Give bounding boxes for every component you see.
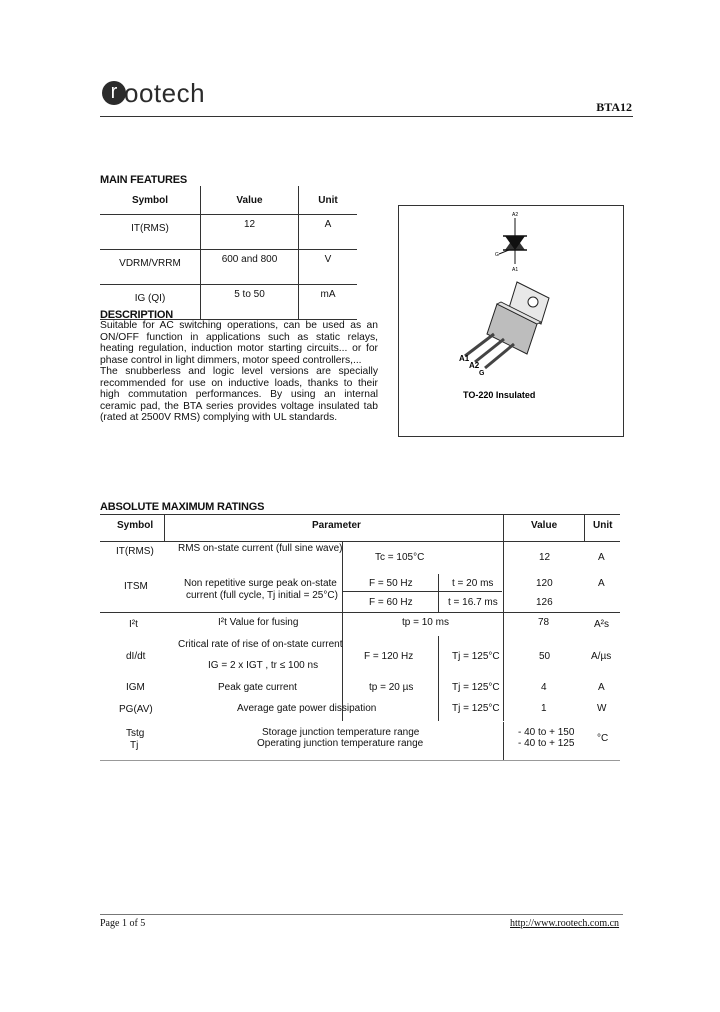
value-cell: 126 [536,597,553,608]
value-cell: - 40 to + 125 [518,738,575,749]
pin-a1-label: A1 [459,354,470,363]
col-unit: Unit [593,520,613,531]
symbol-a1-label: A1 [512,267,519,273]
value-cell: 4 [541,682,547,693]
ratings-col-divider [164,514,165,542]
unit-cell: V [299,250,358,285]
symbol-cell: IT(RMS) [116,546,154,557]
unit-cell: mA [299,285,358,320]
unit-cell: A/µs [591,651,612,662]
ratings-top-rule [100,514,620,515]
col-symbol: Symbol [100,186,201,215]
value-cell: 12 [201,215,299,250]
ratings-col-divider [584,514,585,542]
cond-cell: F = 50 Hz [369,578,413,589]
unit-cell: A [598,682,605,693]
ratings-header-rule [100,541,620,542]
param-cell: Average gate power dissipation [237,703,377,714]
col-unit: Unit [299,186,358,215]
col-value: Value [201,186,299,215]
page-number: Page 1 of 5 [100,918,146,929]
col-value: Value [531,520,558,531]
symbol-cell: VDRM/VRRM [100,250,201,285]
unit-cell: W [597,703,607,714]
logo-initial: r [102,81,126,105]
unit-cell: A [598,578,605,589]
value-cell: 5 to 50 [201,285,299,320]
cond-cell: tp = 20 µs [369,682,414,693]
col-parameter: Parameter [312,520,361,531]
company-logo [102,78,222,112]
symbol-cell: IT(RMS) [100,215,201,250]
cond-cell: Tc = 105°C [375,552,425,563]
symbol-cell: IG (QI) [100,285,201,320]
description-text [100,320,378,424]
ratings-bottom-rule [100,760,620,761]
unit-cell: A [299,215,358,250]
part-number: BTA12 [596,100,632,114]
table-row [100,250,357,285]
symbol-cell: Tj [130,740,139,751]
ratings-subrow-rule [342,591,502,592]
value-cell: - 40 to + 150 [518,727,575,738]
param-cell: current (full cycle, Tj initial = 25°C) [186,590,338,601]
package-illustration [399,206,623,436]
package-caption: TO-220 Insulated [463,390,536,400]
ratings-col-divider [503,514,504,542]
ratings-value-divider [503,541,504,721]
ratings-row-rule [100,612,620,613]
cond-cell: F = 60 Hz [369,597,413,608]
footer-link[interactable]: http://www.rootech.com.cn [510,918,620,929]
cond-cell: t = 16.7 ms [448,597,498,608]
symbol-cell: Tstg [126,728,145,739]
value-cell: 12 [539,552,551,563]
ratings-cond-divider [342,541,343,721]
unit-cell: °C [597,733,609,744]
pin-a2-label: A2 [469,361,480,370]
value-cell: 50 [539,651,551,662]
symbol-cell: ITSM [124,581,148,592]
table-row [100,215,357,250]
param-cell: Peak gate current [218,682,297,693]
description-paragraph: Suitable for AC switching operations, can be used as an ON/OFF function in applications such as static relays, heating regulation, induction motor starting circuits... or for phase control in light dimmers, motor speed controllers,... [100,320,378,366]
header-divider [100,116,633,117]
logo-text: ootech [124,78,206,108]
cond-cell: Tj = 125°C [452,682,500,693]
param-cell: Operating junction temperature range [257,738,424,749]
cond-cell: Tj = 125°C [452,703,500,714]
param-cell: Non repetitive surge peak on-state [184,578,337,589]
pin-g-label: G [479,370,485,377]
description-paragraph: The snubberless and logic level versions are specially recommended for use on inductive loads, thanks to their high commutation performances. By using an internal ceramic pad, the BTA series provides voltage insulated tab (rated at 2500V RMS) complying with UL standards. [100,366,378,423]
triac-symbol-icon [495,212,527,273]
unit-cell: A [598,552,605,563]
param-cell: I²t Value for fusing [218,617,299,628]
value-cell: 78 [538,617,550,628]
unit-cell: A²s [594,619,609,630]
symbol-cell: PG(AV) [119,704,153,715]
value-cell: 120 [536,578,553,589]
cond-cell: F = 120 Hz [364,651,414,662]
symbol-g-label: G [495,252,499,258]
main-features-table [100,186,357,320]
cond-cell: t = 20 ms [452,578,494,589]
cond-cell: tp = 10 ms [402,617,449,628]
footer-divider [100,914,623,915]
param-cell: RMS on-state current (full sine wave) [178,543,343,554]
value-cell: 600 and 800 [201,250,299,285]
description-title: DESCRIPTION [100,309,173,321]
param-cell: Storage junction temperature range [262,727,420,738]
symbol-a2-label: A2 [512,212,519,218]
to220-package-icon [465,282,549,368]
param-cell: IG = 2 x IGT , tr ≤ 100 ns [208,660,319,671]
ratings-cond-divider [438,574,439,612]
package-figure [398,205,624,437]
main-features-title: MAIN FEATURES [100,174,188,186]
cond-cell: Tj = 125°C [452,651,500,662]
col-symbol: Symbol [117,520,154,531]
ratings-title: ABSOLUTE MAXIMUM RATINGS [100,501,265,513]
symbol-cell: IGM [126,682,145,693]
ratings-value-divider [503,722,504,760]
param-cell: Critical rate of rise of on-state current [178,639,343,650]
symbol-cell: dI/dt [126,651,146,662]
ratings-cond-divider [438,636,439,721]
value-cell: 1 [541,703,547,714]
symbol-cell: I²t [129,619,138,630]
